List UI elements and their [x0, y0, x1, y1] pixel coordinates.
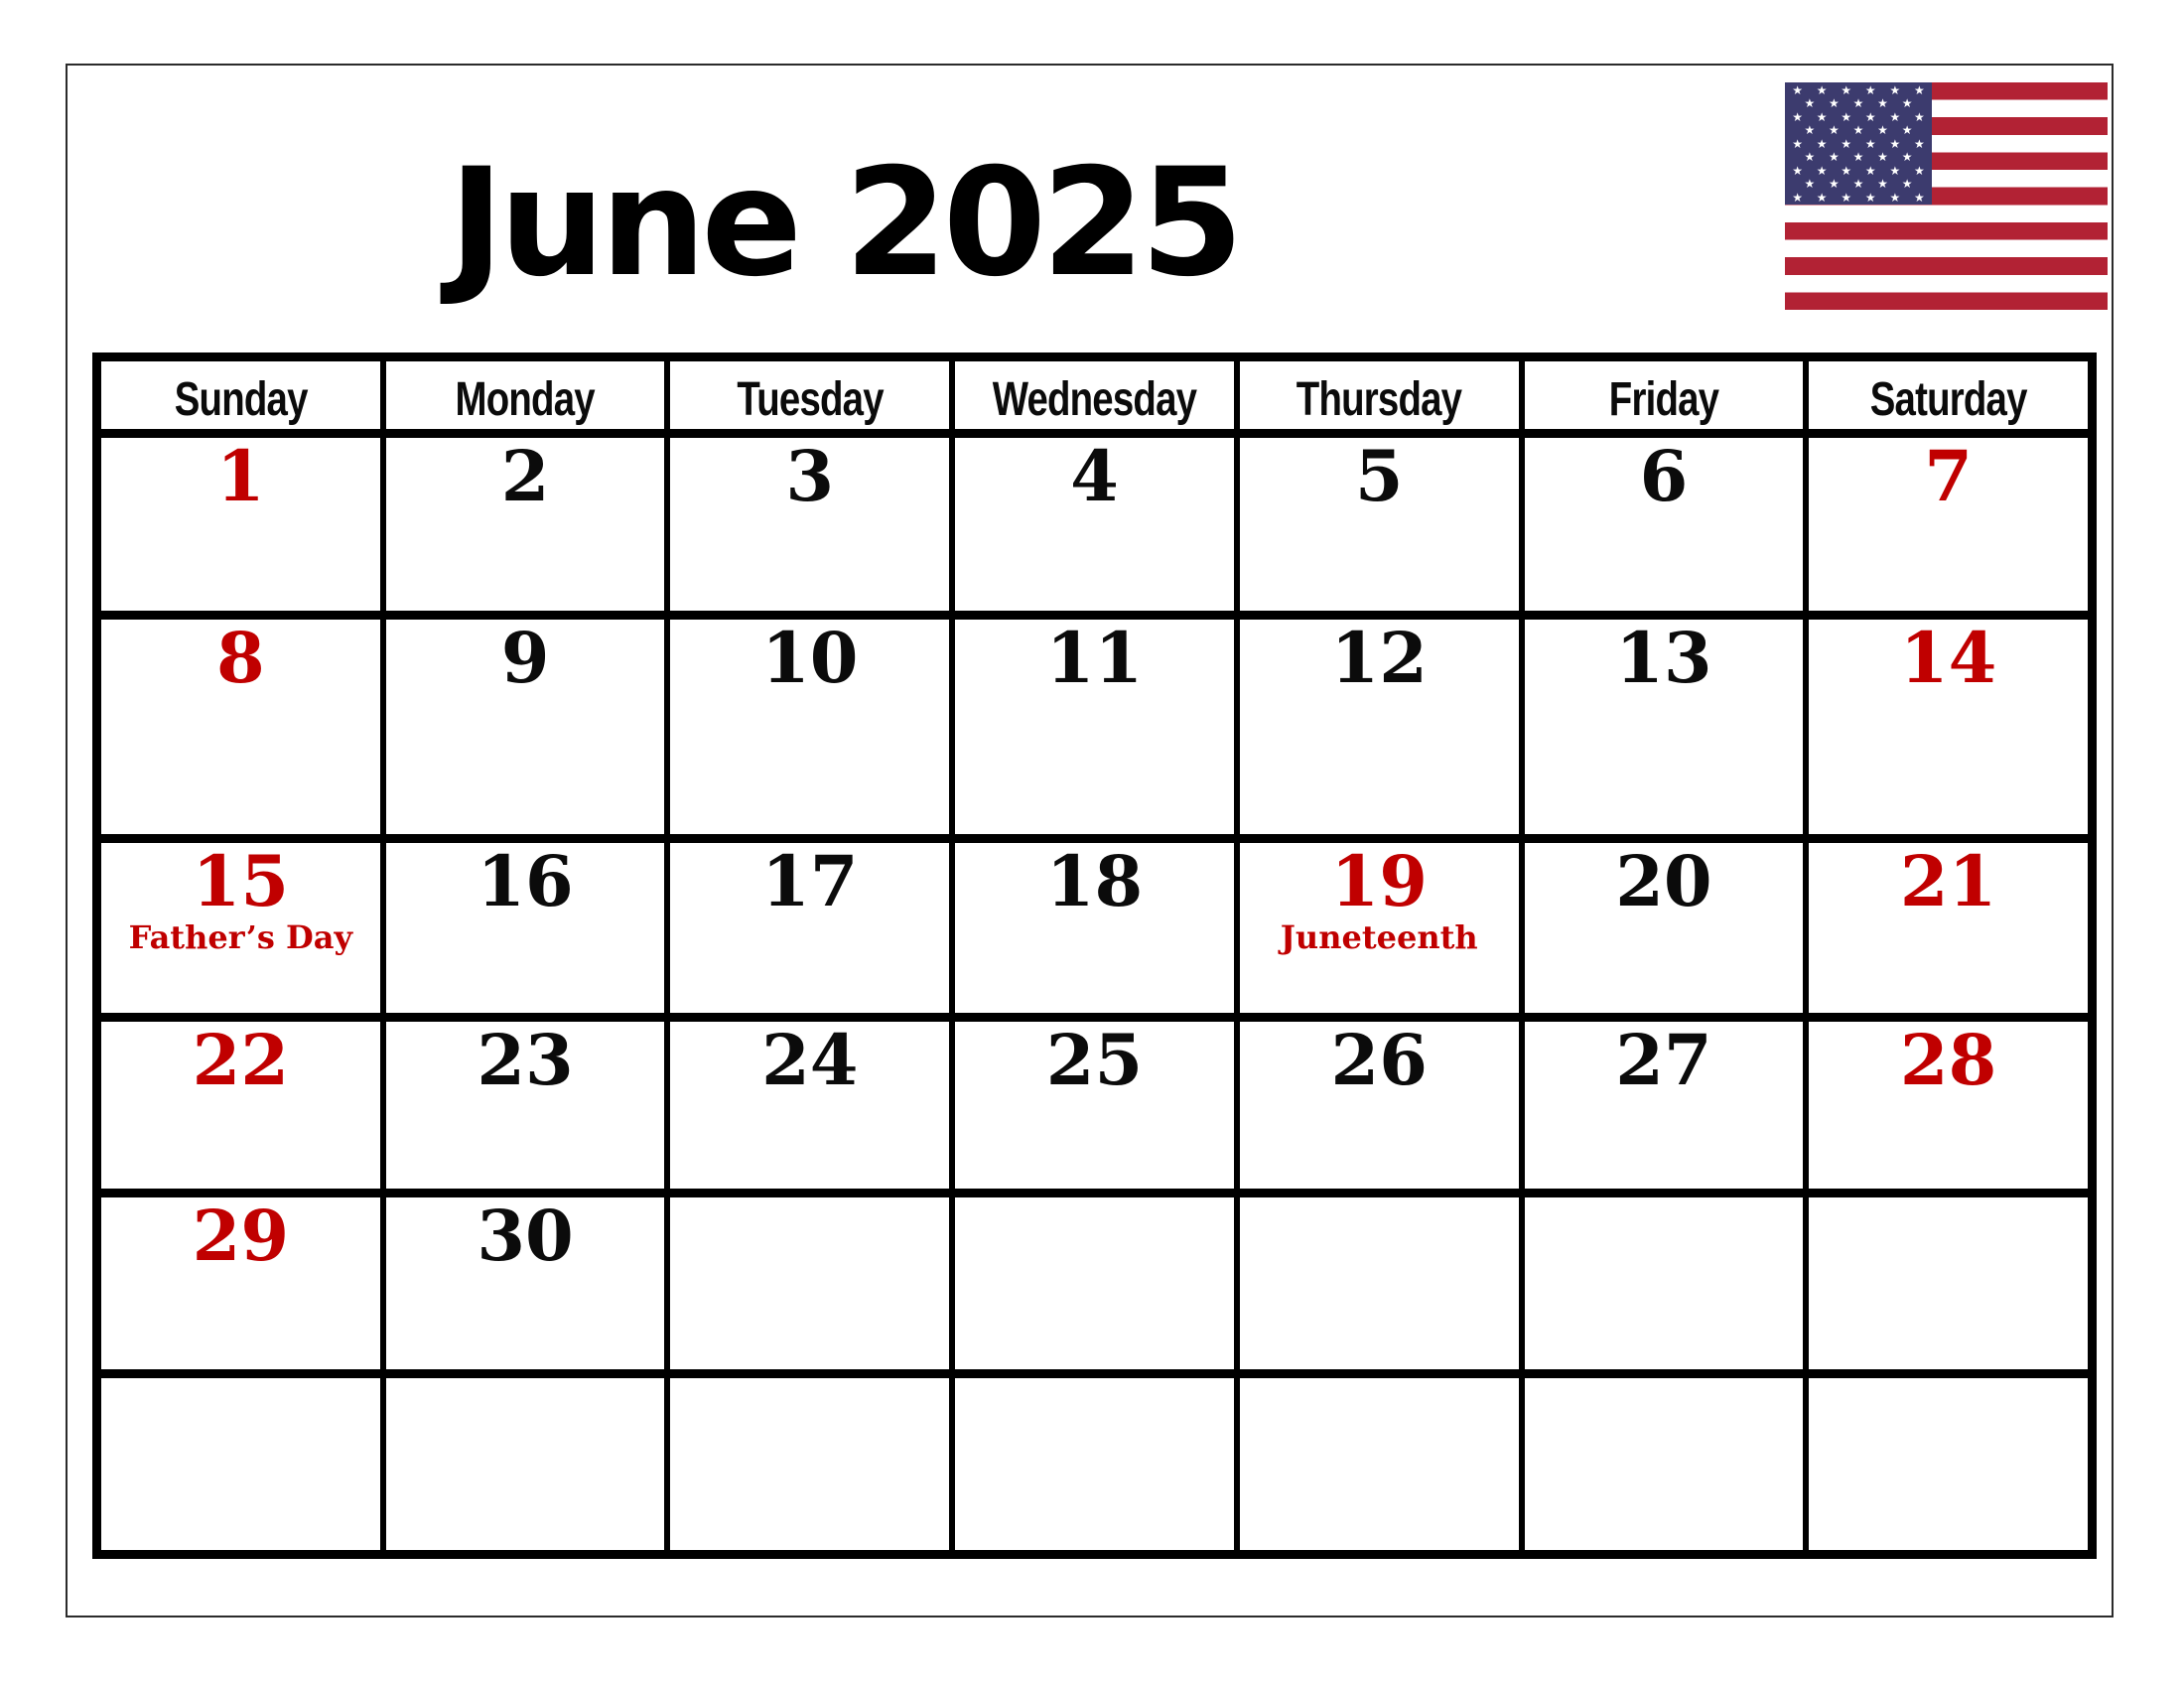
- day-cell: [1240, 438, 1519, 611]
- day-cell: [386, 843, 665, 1013]
- flag-star-row: ★ ★ ★ ★ ★ ★: [1792, 163, 1930, 178]
- day-cell: [670, 438, 949, 611]
- flag-canton: [1785, 82, 1932, 205]
- day-number: 1: [215, 438, 265, 517]
- day-number: 27: [1615, 1022, 1712, 1101]
- day-cell: [955, 1022, 1234, 1189]
- flag-star-row: ★ ★ ★ ★ ★ ★: [1792, 109, 1930, 124]
- day-number: 15: [192, 843, 290, 922]
- day-number: 23: [477, 1022, 574, 1101]
- day-cell: [101, 620, 380, 834]
- day-cell: [1240, 1197, 1519, 1369]
- day-cell: [1809, 843, 2088, 1013]
- us-flag-icon: [1785, 82, 2108, 310]
- flag-star-row: ★ ★ ★ ★ ★ ★: [1792, 82, 1930, 97]
- day-number: 5: [1354, 438, 1404, 517]
- flag-star-row: ★ ★ ★ ★ ★: [1804, 177, 1918, 192]
- flag-star-row: ★ ★ ★ ★ ★: [1804, 123, 1918, 138]
- weekday-header-sunday: Sunday: [101, 361, 380, 429]
- day-cell: [1809, 438, 2088, 611]
- flag-star-row: ★ ★ ★ ★ ★ ★: [1792, 136, 1930, 151]
- day-cell: [101, 1022, 380, 1189]
- day-number: 12: [1330, 620, 1428, 699]
- day-cell: [1525, 620, 1804, 834]
- day-cell: [670, 1197, 949, 1369]
- day-number: 25: [1045, 1022, 1144, 1101]
- day-cell: [101, 1197, 380, 1369]
- day-cell: [955, 620, 1234, 834]
- day-cell: [955, 1378, 1234, 1550]
- day-cell: [1240, 843, 1519, 1013]
- flag-star-row: ★ ★ ★ ★ ★ ★: [1792, 190, 1930, 205]
- weekday-header-thursday: Thursday: [1240, 361, 1519, 429]
- day-number: 6: [1639, 438, 1689, 517]
- day-cell: [1525, 1022, 1804, 1189]
- day-number: 4: [1070, 438, 1119, 517]
- day-number: 16: [477, 843, 574, 922]
- day-cell: [1240, 620, 1519, 834]
- day-cell: [1809, 1022, 2088, 1189]
- day-number: 11: [1045, 620, 1144, 699]
- day-number: 17: [761, 843, 859, 922]
- day-cell: [670, 1022, 949, 1189]
- day-number: 29: [192, 1197, 290, 1277]
- calendar-grid: [92, 352, 2097, 1559]
- day-number: 18: [1045, 843, 1144, 922]
- day-cell: [1525, 1378, 1804, 1550]
- day-number: 14: [1899, 620, 1997, 699]
- day-cell: [101, 1378, 380, 1550]
- day-cell: [1240, 1022, 1519, 1189]
- day-cell: [955, 843, 1234, 1013]
- day-cell: [670, 620, 949, 834]
- day-cell: [955, 438, 1234, 611]
- day-number: 10: [761, 620, 859, 699]
- calendar-title: June 2025: [449, 137, 1239, 310]
- day-number: 28: [1899, 1022, 1997, 1101]
- day-cell: [1525, 1197, 1804, 1369]
- weekday-header-friday: Friday: [1525, 361, 1804, 429]
- day-cell: [955, 1197, 1234, 1369]
- day-number: 20: [1615, 843, 1712, 922]
- day-cell: [101, 843, 380, 1013]
- day-number: 30: [477, 1197, 574, 1277]
- holiday-label: Juneteenth: [1280, 917, 1478, 956]
- day-cell: [386, 620, 665, 834]
- day-number: 2: [500, 438, 550, 517]
- day-number: 9: [500, 620, 550, 699]
- holiday-label: Father’s Day: [128, 917, 353, 956]
- weekday-header-tuesday: Tuesday: [670, 361, 949, 429]
- day-cell: [1525, 438, 1804, 611]
- day-number: 8: [215, 620, 265, 699]
- day-cell: [386, 1197, 665, 1369]
- weekday-header-saturday: Saturday: [1809, 361, 2088, 429]
- day-number: 7: [1924, 438, 1973, 517]
- day-cell: [1809, 1378, 2088, 1550]
- flag-star-row: ★ ★ ★ ★ ★: [1804, 96, 1918, 111]
- weekday-header-wednesday: Wednesday: [955, 361, 1234, 429]
- day-number: 19: [1330, 843, 1428, 922]
- day-cell: [670, 1378, 949, 1550]
- day-number: 24: [761, 1022, 859, 1101]
- flag-star-row: ★ ★ ★ ★ ★: [1804, 150, 1918, 165]
- day-cell: [670, 843, 949, 1013]
- day-number: 21: [1899, 843, 1997, 922]
- day-cell: [386, 438, 665, 611]
- day-number: 22: [192, 1022, 290, 1101]
- day-cell: [101, 438, 380, 611]
- day-cell: [386, 1378, 665, 1550]
- weekday-header-monday: Monday: [386, 361, 665, 429]
- day-number: 3: [785, 438, 835, 517]
- day-cell: [1809, 620, 2088, 834]
- day-cell: [1240, 1378, 1519, 1550]
- day-cell: [386, 1022, 665, 1189]
- day-number: 26: [1330, 1022, 1428, 1101]
- day-number: 13: [1615, 620, 1712, 699]
- day-cell: [1809, 1197, 2088, 1369]
- day-cell: [1525, 843, 1804, 1013]
